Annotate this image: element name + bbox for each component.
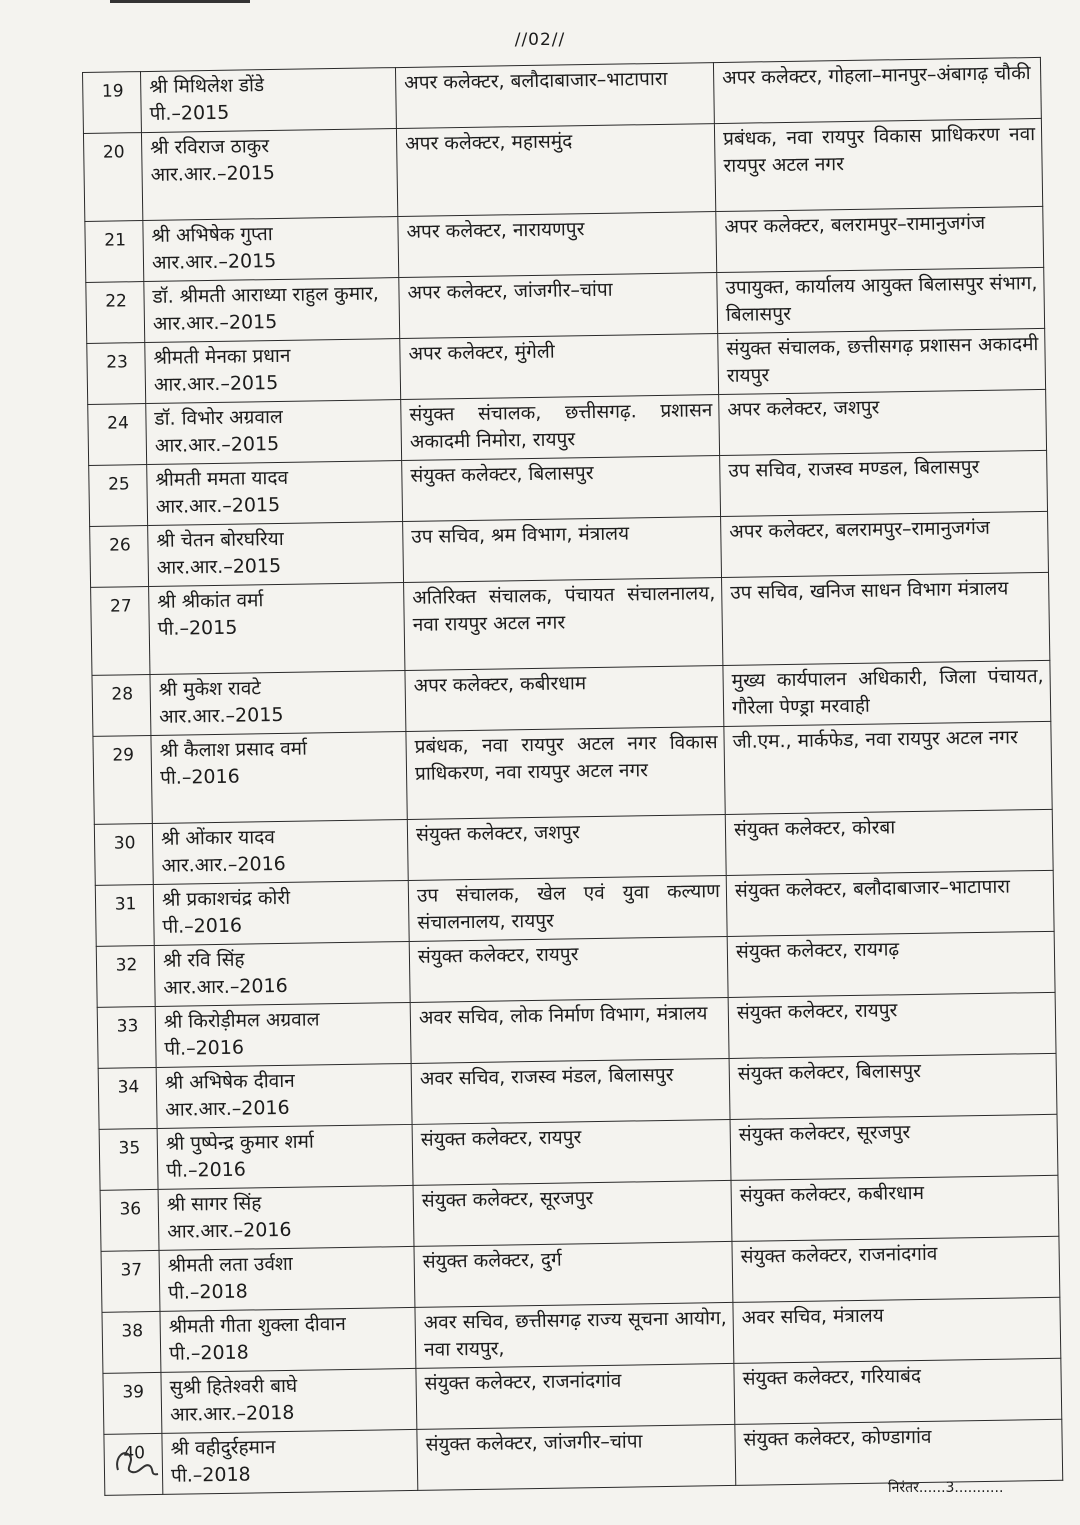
page-number: //02// bbox=[514, 30, 566, 50]
officer-cell bbox=[158, 1185, 414, 1250]
officer-cell bbox=[159, 1246, 415, 1311]
posting-table bbox=[82, 57, 1063, 1496]
current-posting: अवर सचिव, राजस्व मंडल, बिलासपुर bbox=[411, 1058, 730, 1124]
serial-number: 25 bbox=[89, 465, 148, 527]
new-posting: जी.एम., मार्कफेड, नवा रायपुर अटल नगर bbox=[724, 721, 1052, 814]
officer-name: श्री ओंकार यादव bbox=[160, 826, 275, 850]
serial-number: 32 bbox=[96, 945, 155, 1007]
officer-batch: पी.–2016 bbox=[164, 1036, 245, 1060]
current-posting: संयुक्त कलेक्टर, दुर्ग bbox=[414, 1241, 733, 1307]
new-posting: संयुक्त कलेक्टर, रायपुर bbox=[728, 992, 1056, 1058]
officer-name: डॉ. श्रीमती आराध्या राहुल कुमार, आर.आर.–2015 bbox=[152, 282, 380, 335]
officer-batch: पी.–2018 bbox=[170, 1463, 251, 1487]
officer-name: श्री मुकेश रावटे bbox=[158, 677, 262, 701]
officer-batch: आर.आर.–2016 bbox=[163, 974, 288, 999]
officer-batch: आर.आर.–2015 bbox=[156, 554, 282, 579]
new-posting: उपायुक्त, कार्यालय आयुक्त बिलासपुर संभाग, बिलासपुर bbox=[717, 267, 1045, 333]
current-posting: संयुक्त कलेक्टर, राजनांदगांव bbox=[416, 1363, 735, 1429]
serial-number: 28 bbox=[92, 675, 151, 737]
officer-cell bbox=[143, 217, 399, 282]
new-posting: संयुक्त कलेक्टर, रायगढ़ bbox=[727, 931, 1055, 997]
current-posting: अपर कलेक्टर, मुंगेली bbox=[400, 334, 719, 400]
officer-cell bbox=[155, 1002, 411, 1067]
officer-name: श्रीमती गीता शुक्ला दीवान bbox=[168, 1313, 346, 1338]
officer-cell bbox=[153, 880, 409, 945]
serial-number: 31 bbox=[95, 884, 154, 946]
officer-name: डॉ. विभोर अग्रवाल bbox=[154, 405, 283, 430]
officer-name: श्री रविराज ठाकुर bbox=[150, 135, 270, 159]
serial-number: 33 bbox=[97, 1006, 156, 1068]
officer-batch: पी.–2016 bbox=[162, 914, 243, 938]
officer-batch: पी.–2016 bbox=[166, 1158, 247, 1182]
current-posting: उप सचिव, श्रम विभाग, मंत्रालय bbox=[403, 517, 722, 583]
new-posting: संयुक्त कलेक्टर, कबीरधाम bbox=[731, 1175, 1059, 1241]
new-posting: उप सचिव, खनिज साधन विभाग मंत्रालय bbox=[722, 572, 1050, 665]
current-posting: अवर सचिव, छत्तीसगढ़ राज्य सूचना आयोग, नवा रायपुर, bbox=[415, 1302, 734, 1368]
serial-number: 26 bbox=[90, 526, 149, 588]
officer-name: श्रीमती लता उर्वशा bbox=[167, 1252, 293, 1277]
officer-cell bbox=[151, 731, 407, 823]
continued-note: निरंतर......3........... bbox=[888, 1480, 1004, 1496]
officer-cell bbox=[147, 461, 403, 526]
current-posting: संयुक्त कलेक्टर, रायपुर bbox=[409, 936, 728, 1002]
officer-batch: पी.–2015 bbox=[149, 101, 230, 125]
officer-cell bbox=[154, 941, 410, 1006]
officer-cell bbox=[160, 1307, 416, 1372]
serial-number: 39 bbox=[103, 1372, 162, 1434]
officer-name: श्री सागर सिंह bbox=[166, 1192, 262, 1216]
officer-cell bbox=[149, 583, 405, 675]
serial-number: 35 bbox=[99, 1128, 158, 1190]
officer-cell bbox=[146, 400, 402, 465]
new-posting: संयुक्त कलेक्टर, बिलासपुर bbox=[729, 1053, 1057, 1119]
current-posting: अतिरिक्त संचालक, पंचायत संचालनालय, नवा रायपुर अटल नगर bbox=[404, 578, 723, 671]
current-posting: अपर कलेक्टर, नारायणपुर bbox=[398, 212, 717, 278]
officer-cell bbox=[161, 1368, 417, 1433]
officer-batch: आर.आर.–2015 bbox=[153, 371, 279, 396]
officer-cell bbox=[162, 1429, 418, 1494]
officer-cell bbox=[152, 819, 408, 884]
officer-batch: आर.आर.–2015 bbox=[150, 161, 276, 186]
current-posting: संयुक्त कलेक्टर, बिलासपुर bbox=[402, 456, 721, 522]
officer-batch: आर.आर.–2016 bbox=[167, 1218, 292, 1243]
new-posting: अपर कलेक्टर, गोहला–मानपुर–अंबागढ़ चौकी bbox=[713, 57, 1041, 123]
officer-batch: आर.आर.–2016 bbox=[161, 852, 286, 877]
officer-batch: आर.आर.–2018 bbox=[169, 1401, 295, 1426]
officer-name: श्री प्रकाशचंद्र कोरी bbox=[161, 886, 291, 911]
officer-batch: आर.आर.–2015 bbox=[154, 432, 280, 457]
officer-name: श्री अभिषेक दीवान bbox=[164, 1069, 295, 1094]
signature-mark bbox=[110, 1440, 170, 1480]
new-posting: संयुक्त कलेक्टर, राजनांदगांव bbox=[732, 1236, 1060, 1302]
officer-batch: आर.आर.–2015 bbox=[155, 493, 281, 518]
table-row bbox=[93, 721, 1052, 824]
officer-cell bbox=[145, 339, 401, 404]
current-posting: प्रबंधक, नवा रायपुर अटल नगर विकास प्राधिकरण, नवा रायपुर अटल नगर bbox=[406, 726, 725, 819]
officer-batch: आर.आर.–2016 bbox=[165, 1096, 290, 1121]
serial-number: 37 bbox=[101, 1250, 160, 1312]
officer-cell bbox=[157, 1124, 413, 1189]
officer-name: श्री रवि सिंह bbox=[162, 948, 245, 972]
officer-name: श्री वहीदुर्रहमान bbox=[170, 1436, 276, 1460]
table-row bbox=[91, 572, 1050, 675]
serial-number: 34 bbox=[98, 1067, 157, 1129]
current-posting: उप संचालक, खेल एवं युवा कल्याण संचालनालय, रायपुर bbox=[408, 875, 727, 941]
current-posting: संयुक्त संचालक, छत्तीसगढ़. प्रशासन अकादमी निमोरा, रायपुर bbox=[401, 395, 720, 461]
current-posting: संयुक्त कलेक्टर, रायपुर bbox=[412, 1119, 731, 1185]
current-posting: अवर सचिव, लोक निर्माण विभाग, मंत्रालय bbox=[410, 997, 729, 1063]
officer-cell bbox=[141, 129, 397, 221]
new-posting: संयुक्त कलेक्टर, सूरजपुर bbox=[730, 1114, 1058, 1180]
officer-name: श्री कैलाश प्रसाद वर्मा bbox=[159, 737, 308, 762]
new-posting: संयुक्त कलेक्टर, गरियाबंद bbox=[734, 1358, 1062, 1424]
current-posting: संयुक्त कलेक्टर, जशपुर bbox=[407, 814, 726, 880]
new-posting: प्रबंधक, नवा रायपुर विकास प्राधिकरण नवा रायपुर अटल नगर bbox=[714, 118, 1042, 211]
officer-name: श्री पुष्पेन्द्र कुमार शर्मा bbox=[165, 1130, 315, 1155]
current-posting: अपर कलेक्टर, कबीरधाम bbox=[405, 666, 724, 732]
current-posting: संयुक्त कलेक्टर, जांजगीर–चांपा bbox=[417, 1424, 736, 1490]
officer-name: सुश्री हितेश्वरी बाघे bbox=[169, 1374, 298, 1399]
officer-name: श्री किरोड़ीमल अग्रवाल bbox=[163, 1008, 320, 1033]
serial-number: 23 bbox=[87, 343, 146, 405]
current-posting: अपर कलेक्टर, जांजगीर–चांपा bbox=[399, 273, 718, 339]
new-posting: उप सचिव, राजस्व मण्डल, बिलासपुर bbox=[720, 450, 1048, 516]
serial-number: 21 bbox=[85, 221, 144, 283]
officer-cell bbox=[150, 671, 406, 736]
officer-name: श्रीमती मेनका प्रधान bbox=[153, 344, 291, 369]
serial-number: 30 bbox=[94, 823, 153, 885]
new-posting: मुख्य कार्यपालन अधिकारी, जिला पंचायत, गौरेला पेण्ड्रा मरवाही bbox=[723, 660, 1051, 726]
officer-batch: पी.–2018 bbox=[168, 1341, 249, 1365]
table-row bbox=[83, 118, 1042, 221]
officer-batch: पी.–2016 bbox=[159, 765, 240, 789]
new-posting: अपर कलेक्टर, जशपुर bbox=[719, 389, 1047, 455]
top-edge-line bbox=[110, 0, 250, 3]
officer-name: श्रीमती ममता यादव bbox=[155, 466, 289, 491]
officer-cell bbox=[144, 278, 400, 343]
new-posting: संयुक्त कलेक्टर, बलौदाबाजार–भाटापारा bbox=[726, 870, 1054, 936]
current-posting: संयुक्त कलेक्टर, सूरजपुर bbox=[413, 1180, 732, 1246]
new-posting: अपर कलेक्टर, बलरामपुर–रामानुजगंज bbox=[716, 206, 1044, 272]
serial-number: 24 bbox=[88, 404, 147, 466]
serial-number: 27 bbox=[91, 587, 150, 676]
new-posting: संयुक्त संचालक, छत्तीसगढ़ प्रशासन अकादमी रायपुर bbox=[718, 328, 1046, 394]
officer-name: श्री अभिषेक गुप्ता bbox=[151, 223, 273, 247]
serial-number: 20 bbox=[83, 133, 142, 222]
officer-cell bbox=[141, 68, 397, 133]
officer-name: श्री मिथिलेश डोंडे bbox=[149, 74, 265, 98]
officer-name: श्री श्रीकांत वर्मा bbox=[157, 589, 264, 613]
current-posting: अपर कलेक्टर, बलौदाबाजार–भाटापारा bbox=[395, 63, 714, 129]
serial-number: 36 bbox=[100, 1189, 159, 1251]
officer-batch: पी.–2015 bbox=[157, 616, 238, 640]
new-posting: अवर सचिव, मंत्रालय bbox=[733, 1297, 1061, 1363]
new-posting: अपर कलेक्टर, बलरामपुर–रामानुजगंज bbox=[721, 511, 1049, 577]
officer-batch: आर.आर.–2015 bbox=[151, 249, 277, 274]
officer-batch: पी.–2018 bbox=[168, 1280, 248, 1304]
serial-number: 38 bbox=[102, 1311, 161, 1373]
serial-number: 40 bbox=[104, 1433, 163, 1495]
officer-cell bbox=[156, 1063, 412, 1128]
officer-cell bbox=[148, 522, 404, 587]
officer-name: श्री चेतन बोरघरिया bbox=[156, 527, 284, 552]
current-posting: अपर कलेक्टर, महासमुंद bbox=[396, 124, 715, 217]
officer-batch: आर.आर.–2015 bbox=[158, 703, 284, 728]
serial-number: 22 bbox=[86, 282, 145, 344]
new-posting: संयुक्त कलेक्टर, कोरबा bbox=[725, 809, 1053, 875]
serial-number: 29 bbox=[93, 735, 152, 824]
serial-number: 19 bbox=[83, 72, 142, 134]
new-posting: संयुक्त कलेक्टर, कोण्डागांव bbox=[735, 1419, 1063, 1485]
